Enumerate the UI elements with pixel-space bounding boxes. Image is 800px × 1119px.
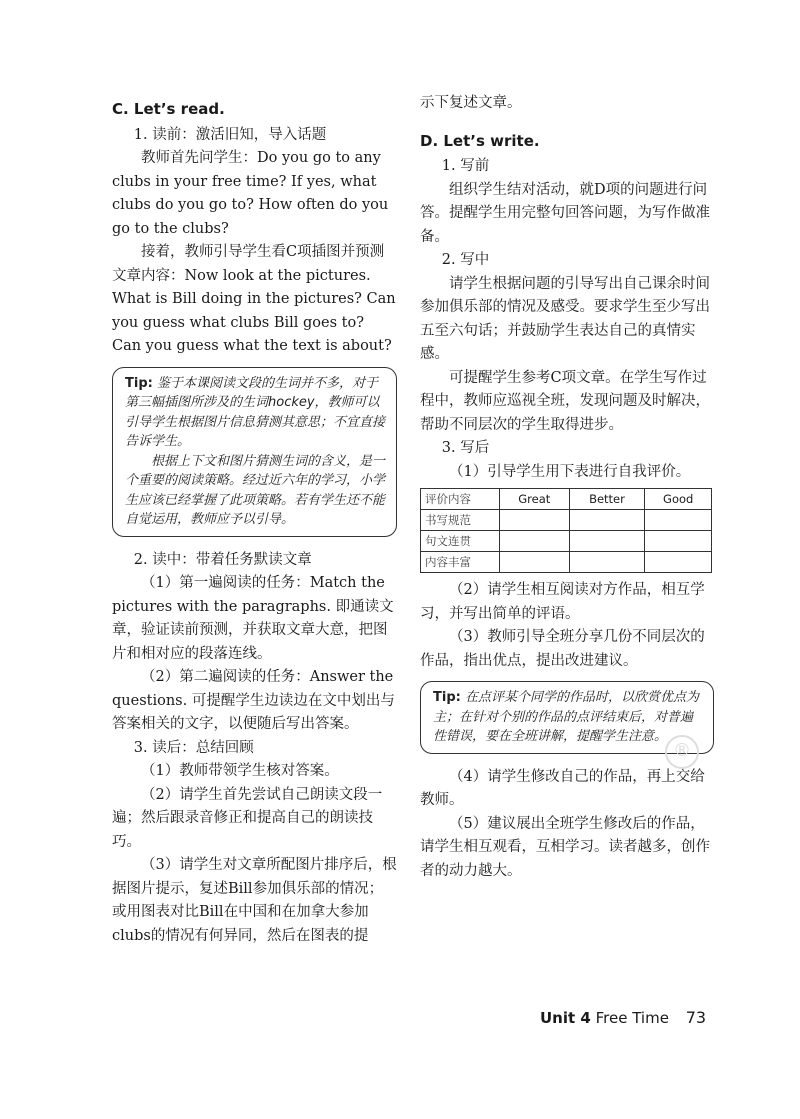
page-number: 73 <box>685 1008 707 1027</box>
d3-paragraph-1: （1）引导学生用下表进行自我评价。 <box>449 463 691 480</box>
d3-paragraph-4: （4）请学生修改自己的作品，再上交给教师。 <box>420 768 705 808</box>
d3-paragraph-3: （3）教师引导全班分享几份不同层次的作品，指出优点，提出改进建议。 <box>420 629 705 669</box>
section-c-heading: C. Let’s read. <box>112 100 225 118</box>
table-header-row <box>421 489 712 510</box>
table-row <box>421 510 712 531</box>
section-d-heading: D. Let’s write. <box>420 131 540 150</box>
d2-paragraph-1: 请学生根据问题的引导写出自己课余时间参加俱乐部的情况及感受。要求学生至少写出五至六句话；并鼓励学生表达自己的真情实感。 <box>420 275 710 362</box>
c3-paragraph-3: （3）请学生对文章所配图片排序后，根据图片提示，复述Bill参加俱乐部的情况；或用图表对比Bill在中国和在加拿大参加clubs的情况有何异同，然后在图表的提 <box>112 857 397 944</box>
table-row-label: 内容丰富 <box>421 552 500 573</box>
c2-paragraph-1: （1）第一遍阅读的任务：Match the pictures with the paragraphs. 即通读文章，验证读前预测，并获取文章大意，把图片和相对应的段落连线。 <box>112 575 394 662</box>
tip1-text-1: 鉴于本课阅读文段的生词并不多，对于第三幅插图所涉及的生词hockey，教师可以引导学生根据图片信息猜测其意思；不宜直接告诉学生。 <box>125 375 386 449</box>
table-header-cell: Better <box>569 489 645 510</box>
table-row <box>421 552 712 573</box>
c3-title: 3. 读后：总结回顾 <box>133 739 254 756</box>
table-cell <box>569 531 645 552</box>
footer-unit: Unit 4 <box>540 1009 591 1027</box>
page-footer <box>540 1008 706 1027</box>
d1-title: 1. 写前 <box>441 158 490 174</box>
tip-label: Tip: <box>125 375 153 391</box>
table-cell <box>500 552 570 573</box>
c2-paragraph-2: （2）第二遍阅读的任务：Answer the questions. 可提醒学生边读边在文中划出与答案相关的文字，以便随后写出答案。 <box>112 669 395 732</box>
tip-box-1 <box>112 367 397 537</box>
c1-paragraph-2: 接着，教师引导学生看C项插图并预测文章内容：Now look at the pictures. What is Bill doing in the pictures? Can you guess what clubs Bill goes to? Can you guess what the text is about? <box>112 244 396 354</box>
c3-paragraph-1: （1）教师带领学生核对答案。 <box>141 763 339 779</box>
table-cell <box>645 510 712 531</box>
c1-paragraph-1: 教师首先问学生：Do you go to any clubs in your free time? If yes, what clubs do you go to? How often do you go to the clubs? <box>112 150 389 237</box>
table-header-cell: 评价内容 <box>421 489 500 510</box>
table-header-cell: Good <box>645 489 712 510</box>
left-column <box>112 92 397 948</box>
table-header-cell: Great <box>500 489 570 510</box>
tip1-text-2: 根据上下文和图片猜测生词的含义，是一个重要的阅读策略。经过近六年的学习，小学生应该已经掌握了此项策略。若有学生还不能自觉运用，教师应予以引导。 <box>125 453 386 527</box>
table-cell <box>569 510 645 531</box>
d1-paragraph: 组织学生结对活动，就D项的问题进行问答。提醒学生用完整句回答问题，为写作做准备。 <box>420 181 710 245</box>
registered-mark-icon: ® <box>665 735 699 769</box>
c1-title: 1. 读前：激活旧知，导入话题 <box>133 126 327 143</box>
d3-title: 3. 写后 <box>441 440 490 456</box>
table-row-label: 句文连贯 <box>421 531 500 552</box>
table-row-label: 书写规范 <box>421 510 500 531</box>
table-row <box>421 531 712 552</box>
d2-paragraph-2: 可提醒学生参考C项文章。在学生写作过程中，教师应巡视全班，发现问题及时解决，帮助不同层次的学生取得进步。 <box>420 369 710 433</box>
d3-paragraph-2: （2）请学生相互阅读对方作品，相互学习，并写出简单的评语。 <box>420 582 705 622</box>
table-cell <box>645 531 712 552</box>
tip-label: Tip: <box>433 690 461 705</box>
table-cell <box>569 552 645 573</box>
c3-paragraph-2: （2）请学生首先尝试自己朗读文段一遍；然后跟录音修正和提高自己的朗读技巧。 <box>112 786 383 850</box>
footer-title: Free Time <box>595 1009 669 1027</box>
d2-title: 2. 写中 <box>441 252 490 268</box>
table-cell <box>500 531 570 552</box>
d3-paragraph-5: （5）建议展出全班学生修改后的作品，请学生相互观看，互相学习。读者越多，创作者的动力越大。 <box>420 815 710 879</box>
continued-text: 示下复述文章。 <box>420 95 522 111</box>
table-cell <box>645 552 712 573</box>
tip2-text: 在点评某个同学的作品时，以欣赏优点为主；在针对个别的作品的点评结束后，对普遍性错误，要在全班讲解，提醒学生注意。 <box>433 690 699 744</box>
self-evaluation-table <box>420 488 712 573</box>
table-cell <box>500 510 570 531</box>
c2-title: 2. 读中：带着任务默读文章 <box>133 551 312 568</box>
